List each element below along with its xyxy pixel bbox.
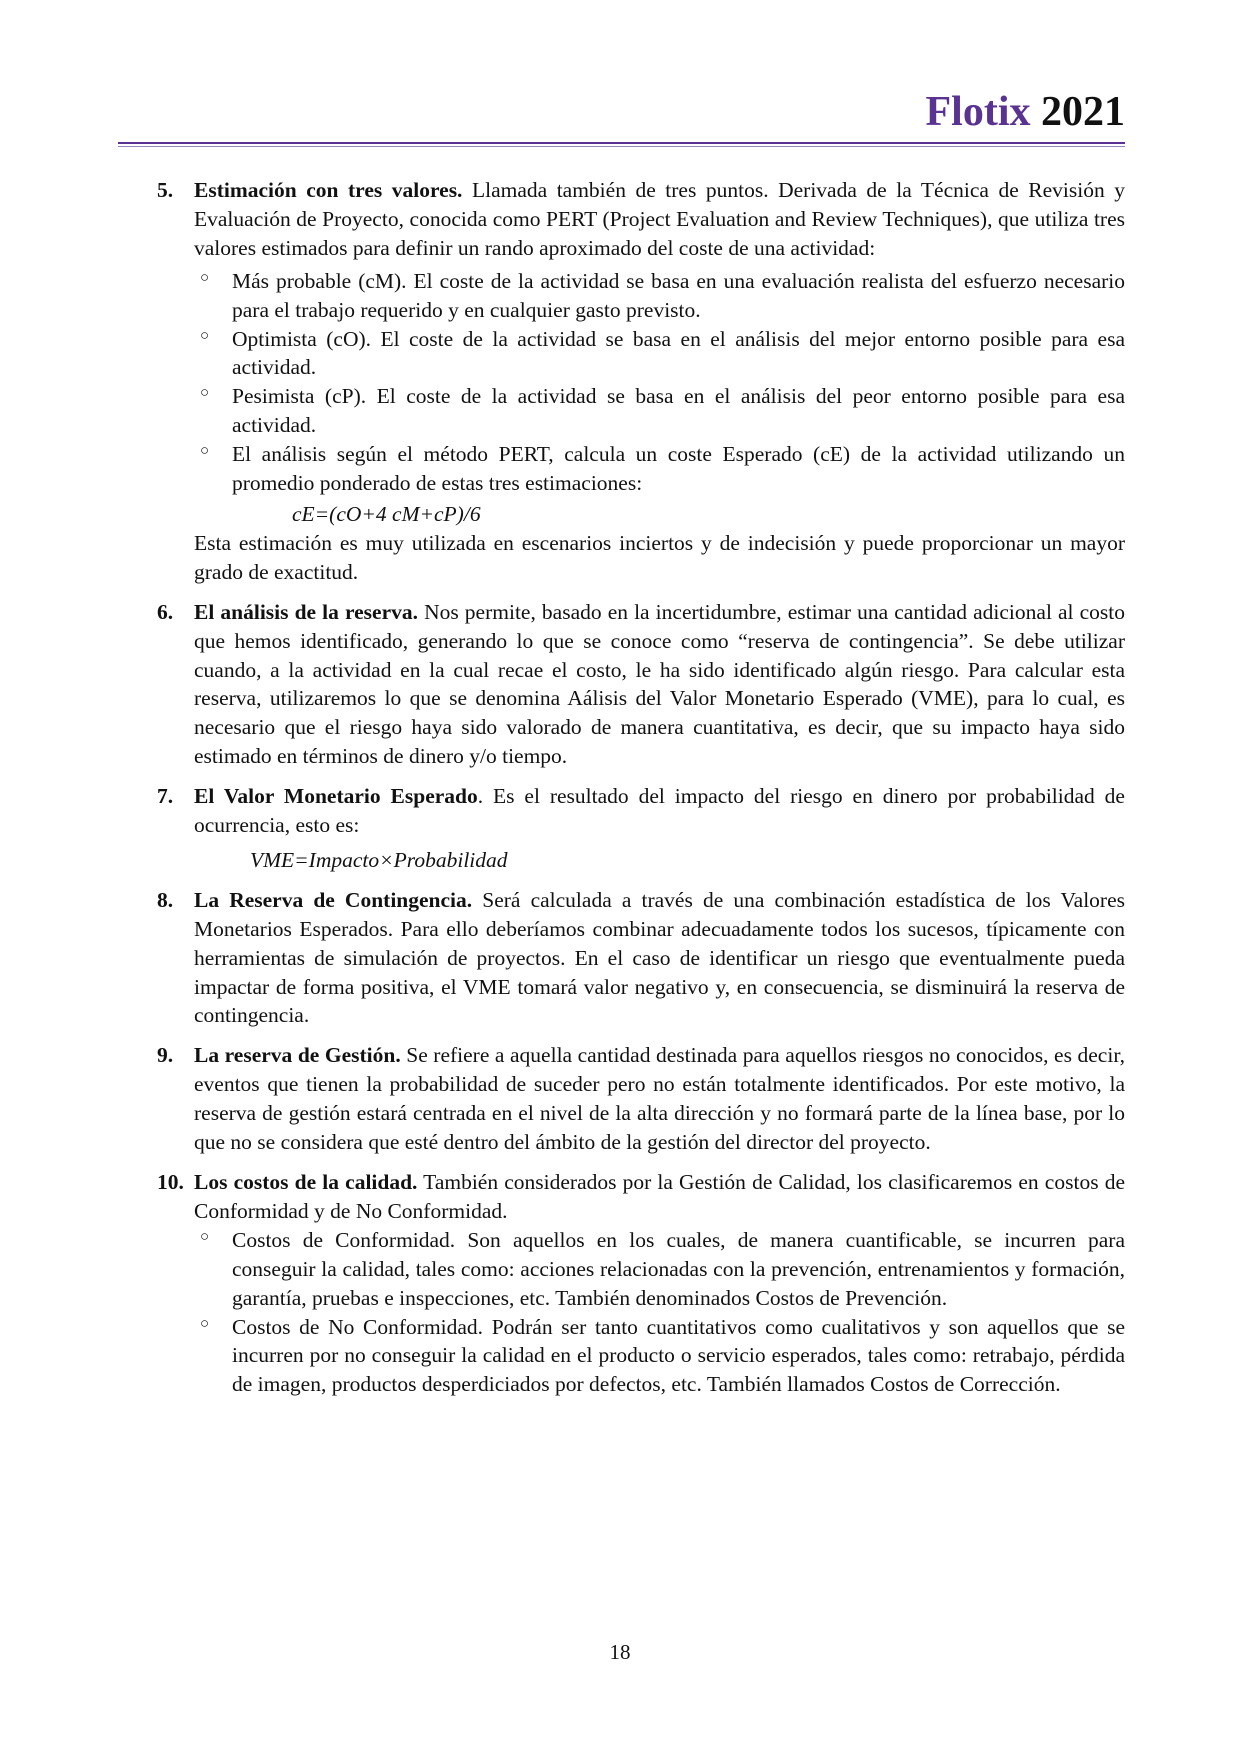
item-title: El análisis de la reserva. bbox=[194, 599, 418, 624]
list-item-6 bbox=[157, 598, 1125, 771]
header-rule bbox=[118, 142, 1125, 144]
sub-item: ○ Optimista (cO). El coste de la actividad se basa en el análisis del mejor entorno posible para esa actividad. bbox=[194, 325, 1125, 383]
list-item-8 bbox=[157, 886, 1125, 1031]
vme-formula: VME=Impacto×Probabilidad bbox=[250, 847, 508, 872]
item-text: Será calculada a través de una combinación estadística de los Valores Monetarios Esperados. Para ello deberíamos combinar adecuadamente todos los sucesos, típicamente con herramientas de simulación de proyectos. En el caso de identificar un riesgo que eventualmente pueda impactar de forma positiva, el VME tomará valor negativo y, en consecuencia, se disminuirá la reserva de contingencia. bbox=[194, 887, 1125, 1028]
sub-item: ○ Costos de No Conformidad. Podrán ser tanto cuantitativos como cualitativos y son aquellos que se incurren por no conseguir la calidad en el producto o servicio esperados, tales como: retrabajo, pérdida de imagen, productos desperdiciados por defectos, etc. También llamados Costos de Corrección. bbox=[194, 1313, 1125, 1400]
list-item-10 bbox=[157, 1168, 1125, 1399]
page-content bbox=[157, 176, 1125, 1410]
item-number: 5. bbox=[157, 178, 174, 202]
item-title: El Valor Monetario Esperado bbox=[194, 784, 478, 809]
item-text: . Es el resultado del impacto del riesgo en dinero por probabilidad de ocurrencia, esto es: bbox=[194, 784, 1125, 838]
brand-name: Flotix bbox=[925, 89, 1031, 135]
circle-bullet-icon: ○ bbox=[200, 327, 210, 344]
item-title: Estimación con tres valores. bbox=[194, 178, 463, 202]
sub-list bbox=[194, 1226, 1125, 1399]
page-number: 18 bbox=[609, 1640, 631, 1664]
circle-bullet-icon: ○ bbox=[200, 443, 210, 460]
list-item-5 bbox=[157, 176, 1125, 587]
item-title: La reserva de Gestión. bbox=[194, 1043, 401, 1068]
item-title: La Reserva de Contingencia. bbox=[194, 887, 473, 912]
sub-item: ○ Pesimista (cP). El coste de la actividad se basa en el análisis del peor entorno posible para esa actividad. bbox=[194, 382, 1125, 440]
item-number: 7. bbox=[157, 784, 174, 809]
pert-formula: cE=(cO+4 cM+cP)/6 bbox=[292, 501, 481, 526]
header-year: 2021 bbox=[1041, 89, 1125, 135]
header-rule-thin bbox=[118, 146, 1125, 147]
item-number: 6. bbox=[157, 599, 174, 624]
circle-bullet-icon: ○ bbox=[200, 269, 210, 286]
item-text: Llamada también de tres puntos. Derivada de la Técnica de Revisión y Evaluación de Proyecto, conocida como PERT (Project Evaluation and Review Techniques), que utiliza tres valores estimados para definir un rando aproximado del coste de una actividad: bbox=[194, 178, 1125, 260]
sub-item: ○ El análisis según el método PERT, calcula un coste Esperado (cE) de la actividad utilizando un promedio ponderado de estas tres estimaciones: bbox=[194, 440, 1125, 498]
circle-bullet-icon: ○ bbox=[200, 1315, 210, 1332]
circle-bullet-icon: ○ bbox=[200, 385, 210, 402]
item-text: Nos permite, basado en la incertidumbre, estimar una cantidad adicional al costo que hemos identificado, generando lo que se conoce como “reserva de contingencia”. Se debe utilizar cuando, a la actividad en la cual recae el costo, le ha sido identificado algún riesgo. Para calcular esta reserva, utilizaremos lo que se denomina Aálisis del Valor Monetario Esperado (VME), para lo cual, es necesario que el riesgo haya sido valorado de manera cuantitativa, es decir, que su impacto haya sido estimado en términos de dinero y/o tiempo. bbox=[194, 599, 1125, 769]
page-header bbox=[118, 88, 1125, 136]
sub-item: ○ Más probable (cM). El coste de la actividad se basa en una evaluación realista del esfuerzo necesario para el trabajo requerido y en cualquier gasto previsto. bbox=[194, 267, 1125, 325]
item-number: 9. bbox=[157, 1043, 174, 1068]
item-number: 8. bbox=[157, 887, 174, 912]
list-item-7 bbox=[157, 782, 1125, 875]
item-text: También considerados por la Gestión de Calidad, los clasificaremos en costos de Conformidad y de No Conformidad. bbox=[194, 1170, 1125, 1223]
circle-bullet-icon: ○ bbox=[200, 1228, 210, 1245]
sub-item: ○ Costos de Conformidad. Son aquellos en los cuales, de manera cuantificable, se incurren para conseguir la calidad, tales como: acciones relacionadas con la prevención, entrenamientos y formación, garantía, pruebas e inspecciones, etc. También denominados Costos de Prevención. bbox=[194, 1226, 1125, 1313]
item-after-text: Esta estimación es muy utilizada en escenarios inciertos y de indecisión y puede proporcionar un mayor grado de exactitud. bbox=[194, 530, 1125, 584]
sub-list bbox=[194, 267, 1125, 498]
item-text: Se refiere a aquella cantidad destinada para aquellos riesgos no conocidos, es decir, eventos que tienen la probabilidad de suceder pero no están totalmente identificados. Por este motivo, la reserva de gestión estará centrada en el nivel de la alta dirección y no formará parte de la línea base, por lo que no se considera que esté dentro del ámbito de la gestión del director del proyecto. bbox=[194, 1043, 1125, 1155]
list-item-9 bbox=[157, 1041, 1125, 1157]
item-title: Los costos de la calidad. bbox=[194, 1170, 418, 1194]
item-number: 10. bbox=[157, 1170, 184, 1194]
